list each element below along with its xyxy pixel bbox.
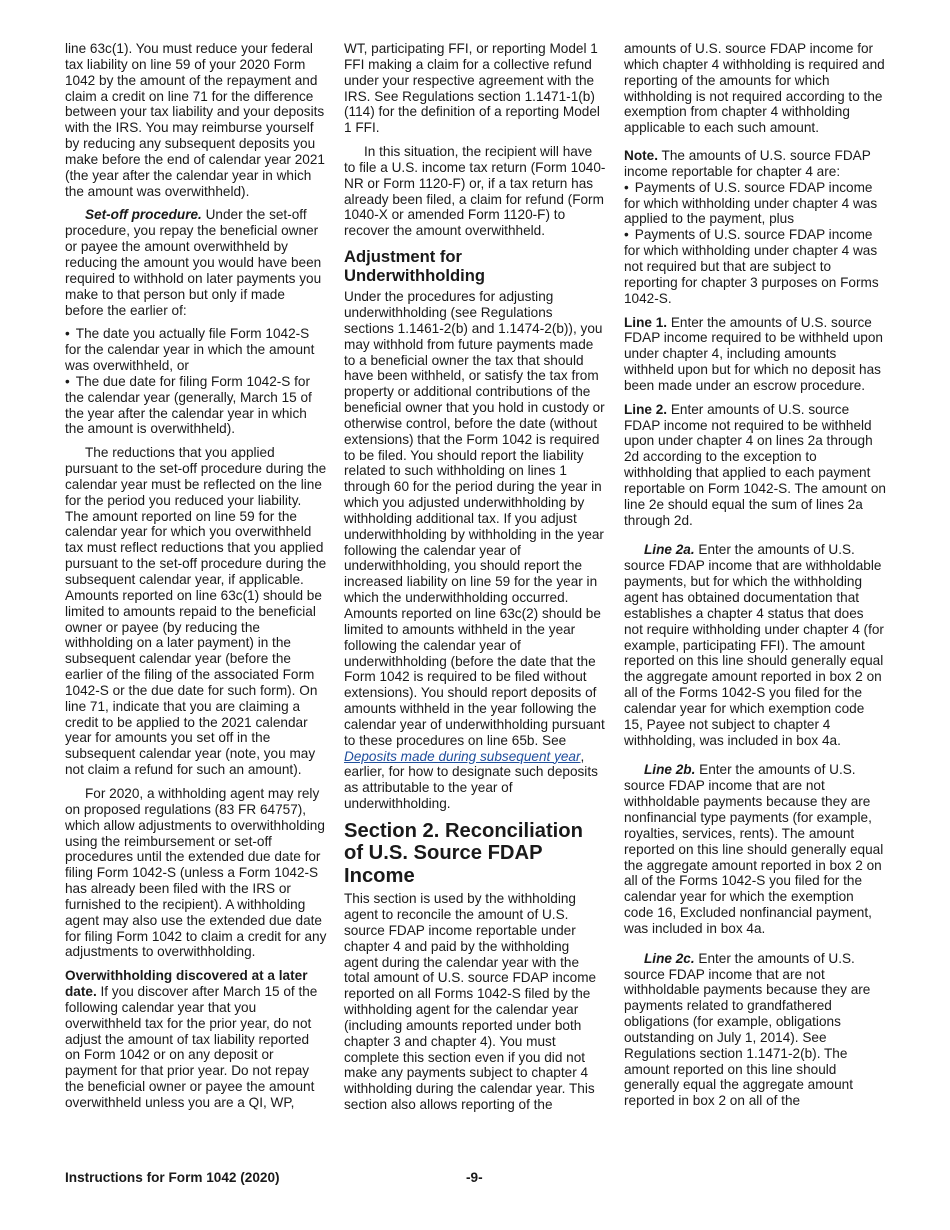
paragraph: WT, participating FFI, or reporting Model 1 FFI making a claim for a collective refund under your respective agreement with the IRS. See Regulations section 1.1471-1(b)(114) for the definition of a reporting Model 1 FFI. — [344, 41, 600, 136]
section-heading: Adjustment for Underwithholding — [344, 247, 486, 286]
run-in-heading: Set-off procedure. — [85, 207, 202, 223]
line2b-paragraph — [624, 762, 886, 936]
run-in-heading: Line 1. — [624, 314, 668, 330]
paragraph: amounts of U.S. source FDAP income for which chapter 4 withholding is required and reporting of the amounts for which withholding is not required according to the exemption from chapter 4 withholding applicable to each such amount. — [624, 41, 885, 136]
footer-title: Instructions for Form 1042 (2020) — [65, 1170, 280, 1185]
bullet-item: • The date you actually file Form 1042-S for the calendar year in which the amount was overwithheld, or — [65, 326, 327, 374]
section-title: Section 2. Reconciliation of U.S. Source FDAP Income — [344, 819, 583, 887]
note-paragraph — [624, 148, 886, 180]
line2a-paragraph — [624, 542, 886, 748]
setoff-paragraph — [65, 207, 327, 318]
page-number: -9- — [466, 1170, 483, 1185]
paragraph-text: Under the set-off procedure, you repay the beneficial owner or payee the amount overwithheld by reducing the amount you would have been required to withhold on later payments you make to that person but only if made before the earlier of: — [65, 207, 322, 318]
run-in-heading: Line 2a. — [644, 542, 695, 558]
column-2 — [344, 41, 606, 1121]
paragraph: For 2020, a withholding agent may rely on proposed regulations (83 FR 64757), which allow adjustments to overwithholding using the reimbursement or set-off procedures until the extended due date for filing Form 1042-S (unless a Form 1042-S has already been filed with the IRS or furnished to the recipient). A withholding agent may also use the extended due date for filing Form 1042 to claim a credit for any adjustments to overwithholding. — [65, 785, 327, 960]
paragraph-text: Enter the amounts of U.S. source FDAP income that are not withholdable payments because they are nonfinancial type payments (for example, royalties, services, rents). The amount reported on this line should generally equal the aggregate amount reported in box 2 on all of the Forms 1042-S you filed for the calendar year for which the exemption code 16, Excluded nonfinancial payment, was included in box 4a. — [624, 762, 884, 936]
paragraph: The reductions that you applied pursuant to the set-off procedure during the calendar year must be reflected on the line for the period you reduced your liability. The amount reported on line 59 for the calendar year for which you overwithheld tax must reflect reductions that you applied pursuant to the set-off procedure during the subsequent calendar year, if applicable. Amounts reported on line 63c(1) should be limited to amounts repaid to the beneficial owner or payee (by reducing the withholding on a later payment) in the subsequent calendar year (before the earlier of the filing of the associated Form 1042-S or the due date for such form). On line 71, indicate that you are claiming a credit to be applied to the 2021 calendar year for amounts you set off in the subsequent calendar year (note, you may not claim a refund for such an amount). — [65, 445, 327, 778]
paragraph-text: Enter amounts of U.S. source FDAP income not required to be withheld upon under chapter 4 on lines 2a through 2d according to the exception to withholding that applied to each payment reportable on Form 1042-S. The amount on line 2e should equal the sum of lines 2a through 2d. — [624, 401, 886, 528]
paragraph: line 63c(1). You must reduce your federal tax liability on line 59 of your 2020 Form 1042 by the amount of the repayment and claim a credit on line 71 for the difference between your tax liability and your deposits with the IRS. You may reimburse yourself by reducing any subsequent deposits you make before the end of calendar year 2021 (the year after the calendar year in which the amount was overwithheld). — [65, 41, 325, 199]
run-in-heading: Overwithholding discovered at a later date. — [65, 968, 308, 1000]
underwithholding-paragraph — [344, 289, 606, 812]
line1-paragraph — [624, 315, 886, 394]
deposits-link[interactable]: Deposits made during subsequent year — [344, 748, 581, 764]
paragraph-text: The amounts of U.S. source FDAP income reportable for chapter 4 are: — [624, 148, 871, 179]
line2c-paragraph — [624, 951, 886, 1109]
paragraph: This section is used by the withholding agent to reconcile the amount of U.S. source FDAP income reportable under chapter 4 and paid by the withholding agent during the calendar year with the total amount of U.S. source FDAP income reported on all Forms 1042-S filed by the withholding agent for the calendar year (including amounts reported under both chapter 3 and chapter 4). You must complete this section even if you did not make any payments subject to chapter 4 withholding during the calendar year. This section also allows reporting of the — [344, 891, 597, 1113]
bullet-item: • Payments of U.S. source FDAP income for which withholding under chapter 4 was applied to the payment, plus — [624, 180, 886, 228]
line2-paragraph — [624, 402, 886, 529]
bullet-item: • Payments of U.S. source FDAP income for which withholding under chapter 4 was not required but that are subject to reporting for chapter 3 purposes on Forms 1042-S. — [624, 227, 886, 306]
paragraph-text: Under the procedures for adjusting underwithholding (see Regulations sections 1.1461-2(b) and 1.1474-2(b)), you may withhold from future payments made to a beneficial owner the tax that should have been withheld, or satisfy the tax from property or additional contributions of the beneficial owner that you hold in custody or otherwise control, before the date (without extensions) that the Form 1042 is required to be filed. You should report the liability related to such withholding on lines 1 through 60 for the period during the year in which you adjusted underwithholding by withholding additional tax. If you adjust underwithholding by withholding in the year following the calendar year of underwithholding, you should report the increased liability on line 59 for the year in which the underwithholding occurred. Amounts reported on line 63c(2) should be limited to amounts withheld in the year following the calendar year of underwithholding (before the date that the Form 1042 is required to be filed without extensions). You should report deposits of amounts withheld in the year following the calendar year of underwithholding pursuant to these procedures on line 65b. See — [344, 289, 605, 748]
later-paragraph — [65, 968, 327, 1111]
column-3 — [624, 41, 886, 1117]
run-in-heading: Line 2c. — [644, 950, 695, 966]
run-in-heading: Line 2. — [624, 401, 668, 417]
column-1 — [65, 41, 327, 1119]
paragraph-text: If you discover after March 15 of the following calendar year that you overwithheld tax for the prior year, do not adjust the amount of tax liability reported on Form 1042 or on any deposit or payment for that prior year. Do not repay the beneficial owner or payee the amount overwithheld unless you are a QI, WP, — [65, 984, 318, 1110]
bullet-item: • The due date for filing Form 1042-S for the calendar year (generally, March 15 of the year after the calendar year in which the amount is overwithheld). — [65, 374, 327, 437]
run-in-heading: Line 2b. — [644, 762, 696, 778]
paragraph: In this situation, the recipient will have to file a U.S. income tax return (Form 1040-NR or Form 1120-F) or, if a tax return has already been filed, a claim for refund (Form 1040-X or amended Form 1120-F) to recover the amount overwithheld. — [344, 144, 606, 239]
paragraph-text: Enter the amounts of U.S. source FDAP income required to be withheld upon under chapter 4, including amounts withheld upon but for which no deposit has been made under an escrow procedure. — [624, 314, 883, 393]
run-in-heading: Note. — [624, 148, 658, 164]
paragraph-text: Enter the amounts of U.S. source FDAP income that are withholdable payments, but for which the withholding agent has obtained documentation that establishes a chapter 4 status that does not require withholding under chapter 4 (for example, participating FFI). The amount reported on this line should generally equal the aggregate amount reported in box 2 on all of the Forms 1042-S you filed for the calendar year for which exemption code 15, Payee not subject to chapter 4 withholding, was included in box 4a. — [624, 542, 884, 748]
paragraph-text: , earlier, for how to designate such deposits as attributable to the year of underwithholding. — [344, 748, 598, 812]
paragraph-text: Enter the amounts of U.S. source FDAP income that are not withholdable payments because they are payments related to grandfathered obligations (for example, obligations outstanding on July 1, 2014). See Regulations section 1.1471-2(b). The amount reported on this line should generally equal the aggregate amount reported in box 2 on all of the — [624, 950, 871, 1109]
